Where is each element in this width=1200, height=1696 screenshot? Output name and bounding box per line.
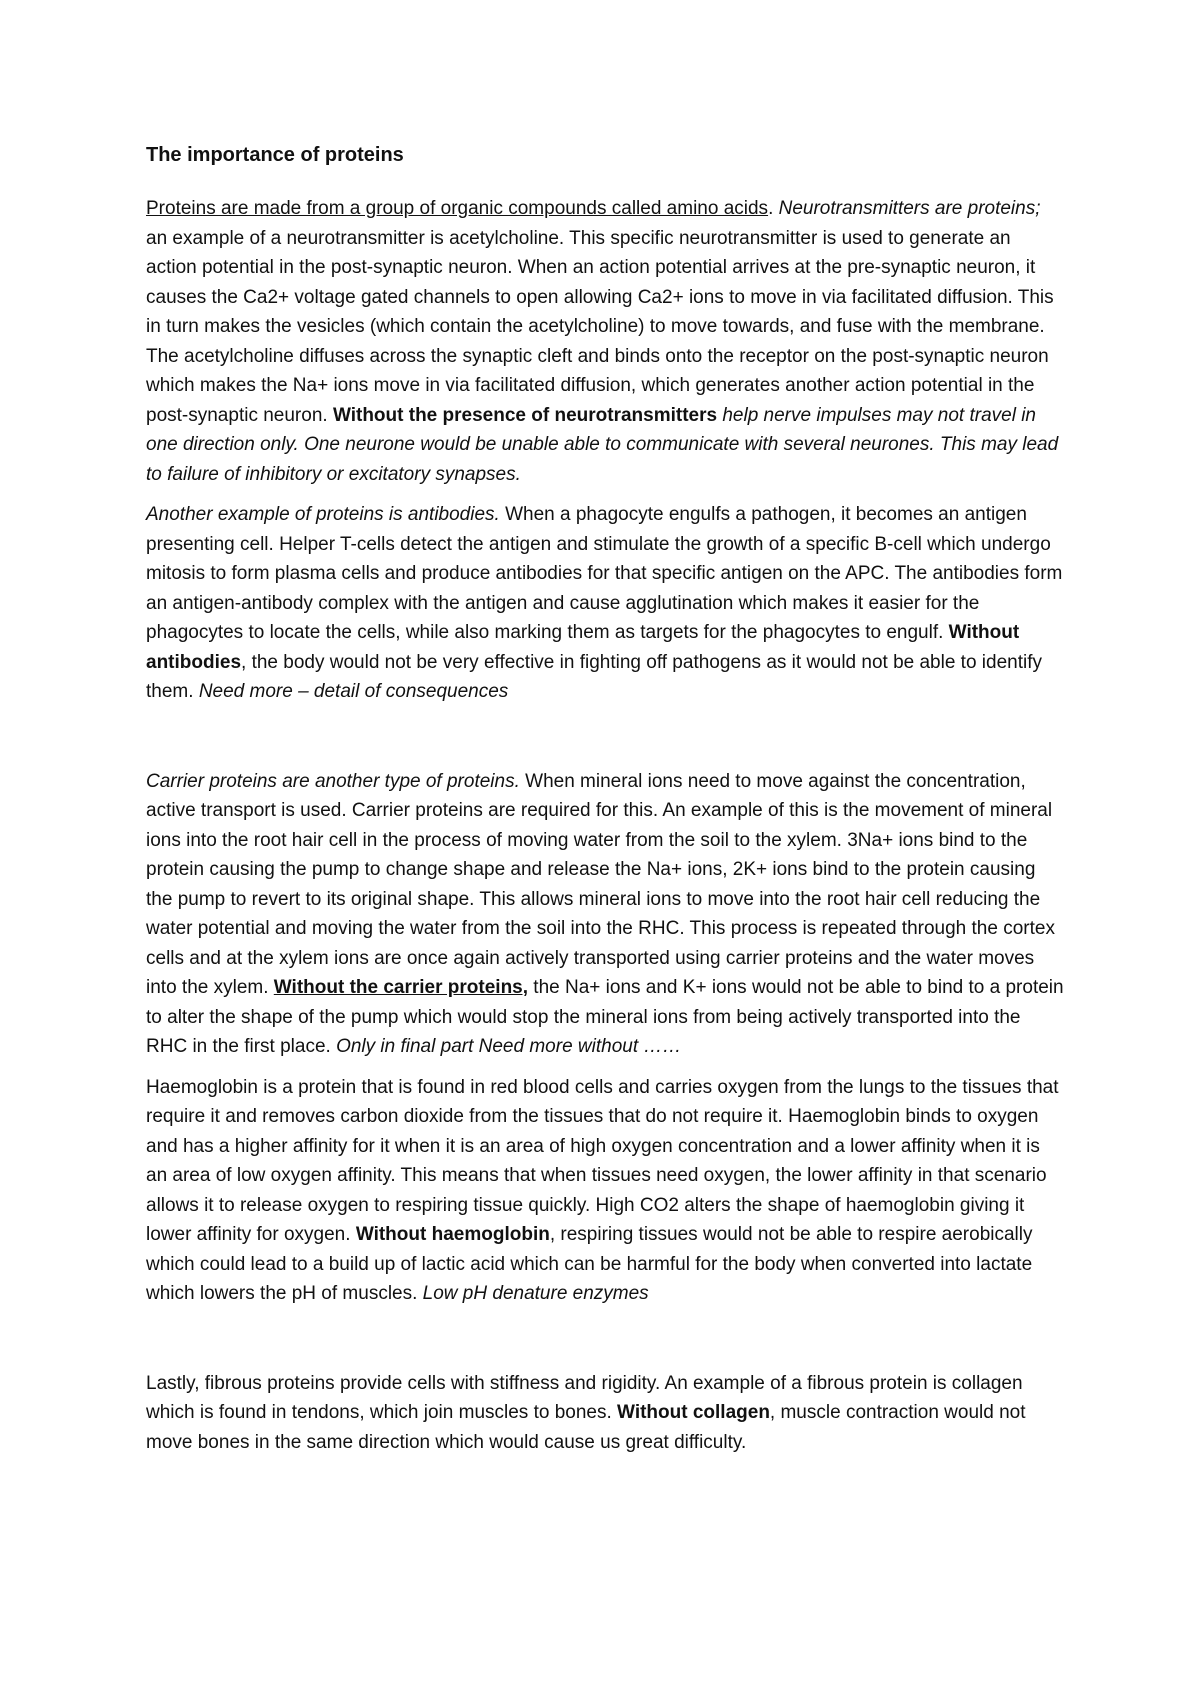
bold-text: Without antibodies (146, 622, 1020, 673)
paragraph-carrier-proteins (146, 767, 1066, 1062)
body-text: , respiring tissues would not be able to respire aerobically which could lead to a build up of lactic acid which can be harmful for the body when converted into lactate which lowers the pH of muscles. (146, 1224, 1033, 1304)
bold-text: Without haemoglobin (355, 1224, 550, 1245)
body-text: When a phagocyte engulfs a pathogen, it becomes an antigen presenting cell. Helper T-cells detect the antigen and stimulate the growth of a specific B-cell which undergo mitosis to form plasma cells and produce antibodies for that specific antigen on the APC. The antibodies form an antigen-antibody complex with the antigen and cause agglutination which makes it easier for the phagocytes to locate the cells, while also marking them as targets for the phagocytes to engulf. (146, 504, 1063, 643)
paragraph-neurotransmitters (146, 194, 1066, 489)
italic-text: Carrier proteins are another type of proteins. (146, 770, 520, 792)
body-text: , the body would not be very effective in fighting off pathogens as it would not be able to identify them. (146, 651, 1043, 702)
paragraph-antibodies (146, 500, 1066, 707)
paragraph-fibrous-proteins (146, 1369, 1066, 1458)
italic-text: Another example of proteins is antibodies. (146, 504, 500, 525)
italic-comment: Need more – detail of consequences (198, 681, 509, 702)
italic-comment: Low pH denature enzymes (422, 1283, 649, 1304)
italic-comment: Only in final part Need more without …… (336, 1036, 682, 1057)
italic-text: Neurotransmitters are proteins; (773, 198, 1041, 219)
body-text: When mineral ions need to move against the concentration, active transport is used. Carrier proteins are required for this. An example of this is the movement of mineral ions into the root hair cell in the process of moving water from the soil to the xylem. 3Na+ ions bind to the protein causing the pump to change shape and release the Na+ ions, 2K+ ions bind to the protein causing the pump to revert to its original shape. This allows mineral ions to move into the root hair cell reducing the water potential and moving the water from the soil into the RHC. This process is repeated through the cortex cells and at the xylem ions are once again actively transported using carrier proteins and the water moves into the xylem. (146, 770, 1055, 998)
bold-text: Without the presence of neurotransmitters (332, 404, 718, 426)
body-text: . (768, 198, 774, 219)
bold-text: Without collagen (617, 1402, 770, 1423)
italic-comment: help nerve impulses may not travel in one direction only. One neurone would be unable able to communicate with several neurones. This may lead to failure of inhibitory or excitatory synapses. (146, 404, 1059, 485)
body-text: Lastly, fibrous proteins provide cells with stiffness and rigidity. An example of a fibrous protein is collagen which is found in tendons, which join muscles to bones. (146, 1372, 1023, 1423)
body-text: an example of a neurotransmitter is acetylcholine. This specific neurotransmitter is used to generate an action potential in the post-synaptic neuron. When an action potential arrives at the pre-synaptic neuron, it causes the Ca2+ voltage gated channels to open allowing Ca2+ ions to move in via facilitated diffusion. This in turn makes the vesicles (which contain the acetylcholine) to move towards, and fuse with the membrane. The acetylcholine diffuses across the synaptic cleft and binds onto the receptor on the post-synaptic neuron which makes the Na+ ions move in via facilitated diffusion, which generates another action potential in the post-synaptic neuron. (146, 227, 1054, 426)
bold-underlined-text: Without the carrier proteins, (273, 977, 529, 998)
document-title: The importance of proteins (146, 144, 404, 166)
body-text: the Na+ ions and K+ ions would not be able to bind to a protein to alter the shape of the pump which would stop the mineral ions from being actively transported into the RHC in the first place. (146, 977, 1064, 1057)
underlined-text: Proteins are made from a group of organic compounds called amino acids (146, 198, 769, 219)
paragraph-haemoglobin (146, 1073, 1066, 1309)
document-page (146, 140, 1066, 1457)
body-text: , muscle contraction would not move bones in the same direction which would cause us great difficulty. (146, 1402, 1026, 1453)
body-text: Haemoglobin is a protein that is found in red blood cells and carries oxygen from the lungs to the tissues that require it and removes carbon dioxide from the tissues that do not require it. Haemoglobin binds to oxygen and has a higher affinity for it when it is an area of high oxygen concentration and a lower affinity when it is an area of low oxygen affinity. This means that when tissues need oxygen, the lower affinity in that scenario allows it to release oxygen to respiring tissue quickly. High CO2 alters the shape of haemoglobin giving it lower affinity for oxygen. (146, 1076, 1059, 1245)
